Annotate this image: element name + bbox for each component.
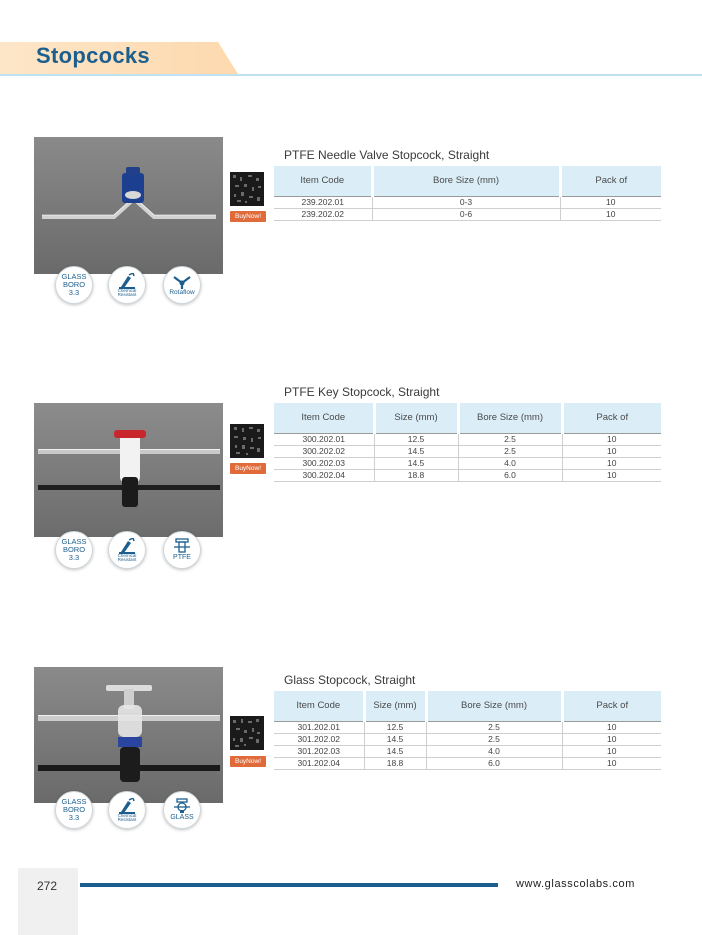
badge-text: GLASS xyxy=(61,537,87,547)
chemical-resistant-icon xyxy=(118,798,136,814)
table-row xyxy=(274,433,661,445)
table-header-row xyxy=(274,403,661,433)
footer-bar xyxy=(80,883,498,887)
item-code: 301.202.02 xyxy=(274,733,364,745)
chemical-resistant-icon xyxy=(118,273,136,289)
size: 18.8 xyxy=(364,757,426,769)
item-code: 300.202.02 xyxy=(274,445,374,457)
page-number: 272 xyxy=(37,879,58,893)
column-header: Item Code xyxy=(274,166,372,196)
product-photo-ptfe-key xyxy=(34,403,223,537)
badge-text: GLASS xyxy=(61,272,87,282)
bore-size: 4.0 xyxy=(458,457,562,469)
size: 14.5 xyxy=(364,733,426,745)
bore-size: 0-6 xyxy=(372,208,560,220)
pack-of: 10 xyxy=(562,433,661,445)
size: 14.5 xyxy=(374,457,458,469)
buy-now-button[interactable]: BuyNow! xyxy=(230,756,266,767)
badge-text: Rotaflow xyxy=(169,288,195,296)
pack-of: 10 xyxy=(562,757,661,769)
ptfe-key-icon xyxy=(173,538,191,554)
chemical-resistant-badge xyxy=(108,531,146,569)
badge-text: 3.3 xyxy=(68,287,80,297)
product-title: PTFE Key Stopcock, Straight xyxy=(284,385,440,399)
table-row xyxy=(274,721,661,733)
badge-text: Chemical xyxy=(117,812,137,818)
badge-text: PTFE xyxy=(173,554,191,562)
glass-boro-badge xyxy=(55,266,93,304)
table-row xyxy=(274,445,661,457)
badge-text: Resistant xyxy=(117,817,137,822)
column-header: Pack of xyxy=(560,166,661,196)
item-code: 301.202.03 xyxy=(274,745,364,757)
table-header-row xyxy=(274,691,661,721)
size: 18.8 xyxy=(374,469,458,481)
chemical-resistant-badge xyxy=(108,791,146,829)
rotaflow-icon xyxy=(173,274,191,290)
spec-table xyxy=(274,166,661,221)
pack-of: 10 xyxy=(562,721,661,733)
bore-size: 6.0 xyxy=(458,469,562,481)
rotaflow-badge xyxy=(163,266,201,304)
table-row xyxy=(274,208,661,220)
column-header: Bore Size (mm) xyxy=(426,691,562,721)
bore-size: 2.5 xyxy=(426,721,562,733)
bore-size: 6.0 xyxy=(426,757,562,769)
bore-size: 2.5 xyxy=(458,433,562,445)
glass-boro-badge xyxy=(55,531,93,569)
product-photo-glass-stopcock xyxy=(34,667,223,803)
pack-of: 10 xyxy=(562,745,661,757)
pack-of: 10 xyxy=(562,469,661,481)
table-row xyxy=(274,757,661,769)
bore-size: 2.5 xyxy=(426,733,562,745)
badge-text: Chemical xyxy=(117,552,137,558)
badge-text: 3.3 xyxy=(68,812,80,822)
column-header: Bore Size (mm) xyxy=(372,166,560,196)
header-rule xyxy=(0,74,702,76)
product-title: PTFE Needle Valve Stopcock, Straight xyxy=(284,148,490,162)
table-row xyxy=(274,469,661,481)
size: 12.5 xyxy=(364,721,426,733)
column-header: Size (mm) xyxy=(364,691,426,721)
badge-text: GLASS xyxy=(170,814,194,822)
buy-now-button[interactable]: BuyNow! xyxy=(230,211,266,222)
product-photo-needle-valve xyxy=(34,137,223,274)
spec-table xyxy=(274,691,661,770)
badge-text: Resistant xyxy=(117,557,137,562)
column-header: Item Code xyxy=(274,403,374,433)
pack-of: 10 xyxy=(560,208,661,220)
column-header: Pack of xyxy=(562,403,661,433)
column-header: Bore Size (mm) xyxy=(458,403,562,433)
pack-of: 10 xyxy=(562,445,661,457)
item-code: 301.202.04 xyxy=(274,757,364,769)
spec-table xyxy=(274,403,661,482)
bore-size: 2.5 xyxy=(458,445,562,457)
chemical-resistant-icon xyxy=(118,538,136,554)
table-row xyxy=(274,745,661,757)
item-code: 300.202.01 xyxy=(274,433,374,445)
item-code: 300.202.03 xyxy=(274,457,374,469)
column-header: Item Code xyxy=(274,691,364,721)
badge-text: Chemical xyxy=(117,287,137,293)
item-code: 239.202.01 xyxy=(274,196,372,208)
badge-text: BORO xyxy=(62,805,86,815)
item-code: 239.202.02 xyxy=(274,208,372,220)
page-title: Stopcocks xyxy=(36,43,150,68)
badge-text: GLASS xyxy=(61,797,87,807)
qr-code[interactable] xyxy=(230,716,264,750)
website-link[interactable]: www.glasscolabs.com xyxy=(516,878,635,890)
table-row xyxy=(274,457,661,469)
qr-code[interactable] xyxy=(230,172,264,206)
column-header: Size (mm) xyxy=(374,403,458,433)
pack-of: 10 xyxy=(562,733,661,745)
glass-key-icon xyxy=(173,798,191,814)
badge-text: 3.3 xyxy=(68,552,80,562)
badge-text: BORO xyxy=(62,280,86,290)
ptfe-badge xyxy=(163,531,201,569)
qr-code[interactable] xyxy=(230,424,264,458)
item-code: 301.202.01 xyxy=(274,721,364,733)
badge-text: BORO xyxy=(62,545,86,555)
table-row xyxy=(274,196,661,208)
bore-size: 4.0 xyxy=(426,745,562,757)
table-header-row xyxy=(274,166,661,196)
pack-of: 10 xyxy=(562,457,661,469)
pack-of: 10 xyxy=(560,196,661,208)
table-row xyxy=(274,733,661,745)
product-title: Glass Stopcock, Straight xyxy=(284,673,416,687)
badge-text: Resistant xyxy=(117,292,137,297)
item-code: 300.202.04 xyxy=(274,469,374,481)
bore-size: 0-3 xyxy=(372,196,560,208)
glass-badge xyxy=(163,791,201,829)
size: 14.5 xyxy=(374,445,458,457)
chemical-resistant-badge xyxy=(108,266,146,304)
size: 12.5 xyxy=(374,433,458,445)
size: 14.5 xyxy=(364,745,426,757)
glass-boro-badge xyxy=(55,791,93,829)
column-header: Pack of xyxy=(562,691,661,721)
buy-now-button[interactable]: BuyNow! xyxy=(230,463,266,474)
